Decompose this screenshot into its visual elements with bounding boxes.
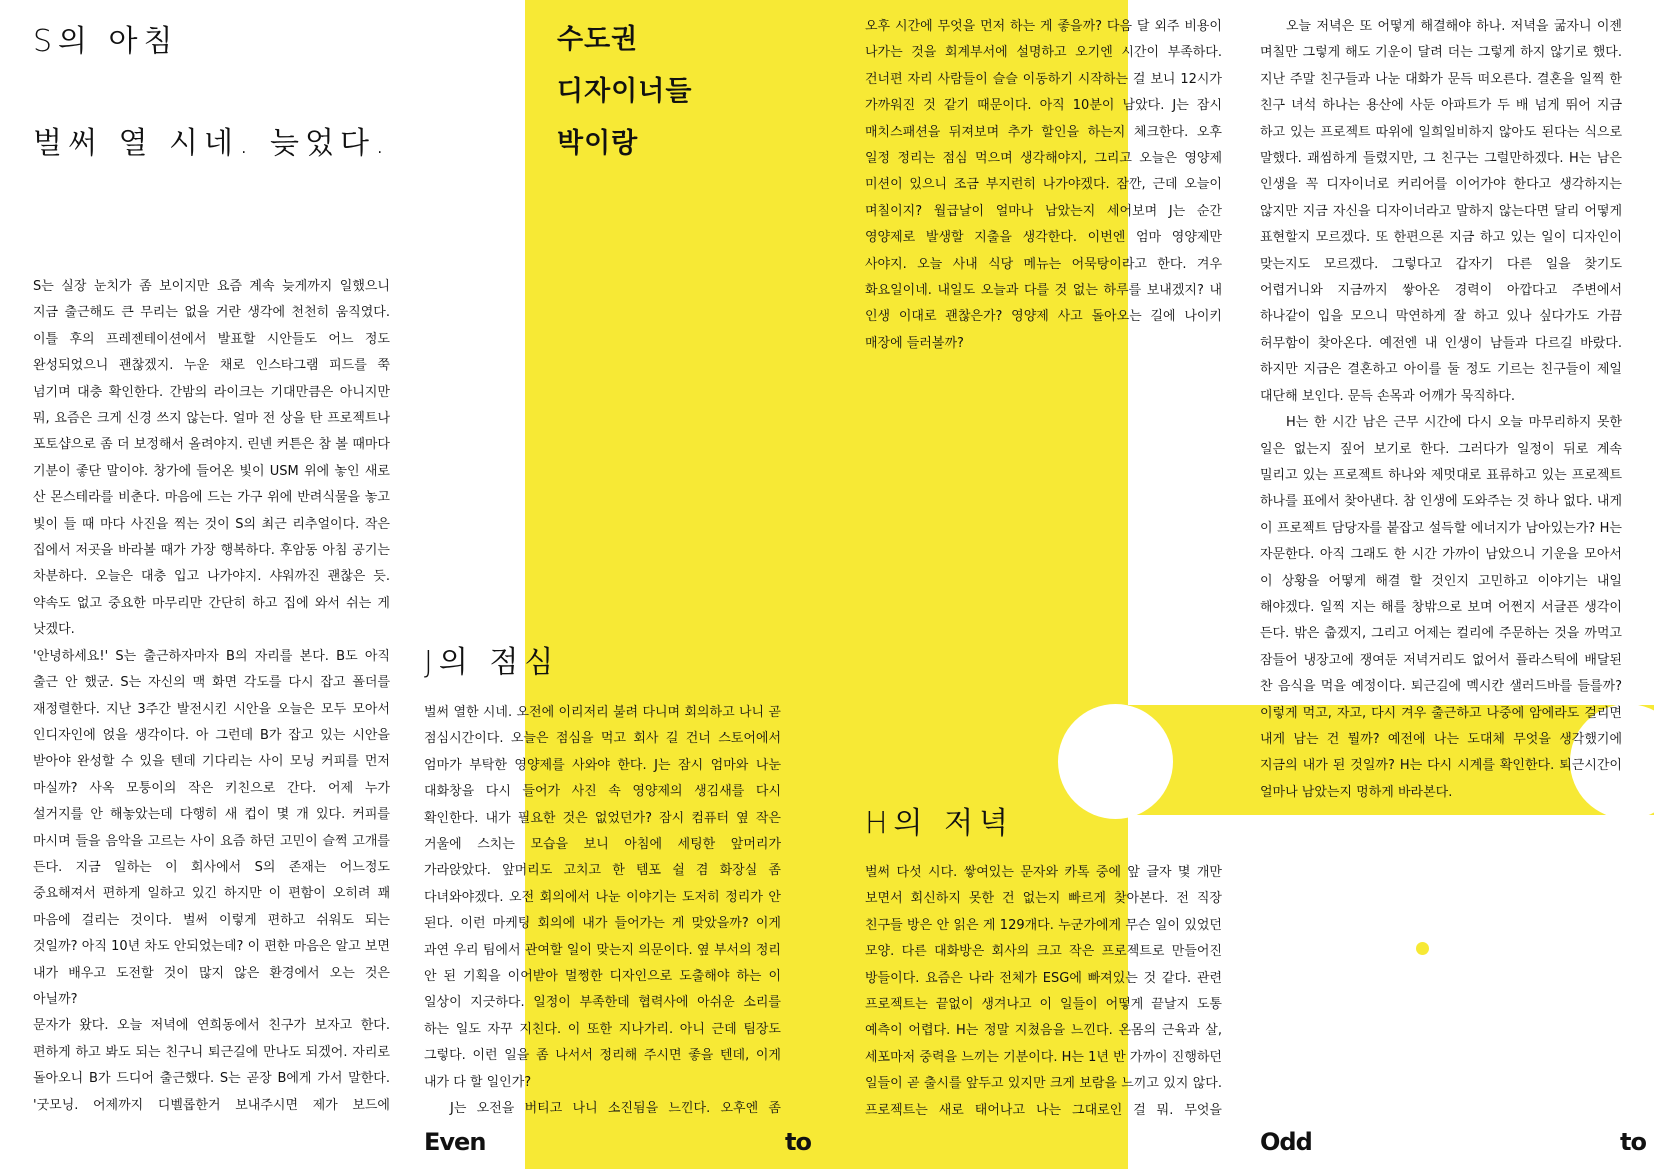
- h-paragraph: 오늘 저녁은 또 어떻게 해결해야 하나. 저녁을 굶자니 이젠 며칠만 그렇게 해도 기운이 달려 더는 그렇게 하지 않기로 했다. 지난 주말 친구들과 나눈 대화가 문득 떠오른다. 결혼을 일찍 한 친구 녀석 하나는 용산에 사둔 아파트가 두 배 넘게 뛰어 지금 하고 있는 프로젝트 따위에 일희일비하지 않아도 된다는 식으로 말했다. 괘씸하게 들렸지만, 그 친구는 그럴만하겠다. H는 남은 인생을 꼭 디자이너로 커리어를 이어가야 한다고 생각하지는 않지만 지금 자신을 디자이너라고 말하지 않는다면 달리 어떻게 표현할지 모르겠다. 또 한편으론 지금 하고 있는 일이 디자인이 맞는지도 모르겠다. 그렇다고 갑자기 다른 일을 찾기도 어렵거니와 지금까지 쌓아온 경력이 아깝다고 주변에서 하나같이 입을 모으니 막연하게 잘 하고 있나 싶다가도 가끔 허무함이 찾아온다. 예전엔 내 인생이 남들과 다르길 바랐다. 하지만 지금은 결혼하고 아이를 둘 정도 기르는 친구들이 제일 대단해 보인다. 문득 손목과 어깨가 묵직하다.: [1260, 19, 1622, 404]
- title-line: 박이랑: [557, 128, 639, 159]
- j-paragraph: 벌써 열한 시네. 오전에 이리저리 불려 다니며 회의하고 나니 곧 점심시간이다. 오늘은 점심을 먹고 회사 길 건너 스토어에서 엄마가 부탁한 영양제를 사와야 한다. J는 잠시 엄마와 나눈 대화창을 다시 들어가 사진 속 영양제의 생김새를 다시 확인한다. 내가 필요한 것은 없었던가? 잠시 컴퓨터 옆 작은 거울에 스치는 모습을 보니 아침에 세팅한 앞머리가 가라앉았다. 앞머리도 고치고 한 템포 쉴 겸 화장실 좀 다녀와야겠다. 오전 회의에서 나눈 이야기는 도저히 정리가 안 된다. 이런 마케팅 회의에 내가 들어가는 게 맞았을까? 이게 과연 우리 팀에서 관여할 일이 맞는지 의문이다. 옆 부서의 정리 안 된 기획을 이어받아 멀쩡한 디자인으로 도출해야 하는 이 일상이 지긋하다. 일정이 부족한데 협력사에 아쉬운 소리를 하는 일도 자꾸 지친다. 이 또한 지나가리. 아니 근데 팀장도 그렇다. 이런 일을 좀 나서서 정리해 주시면 좋을 텐데, 이게 내가 다 할 일인가?: [424, 705, 781, 1090]
- text-column-2: [424, 700, 781, 1120]
- text-column-1: [33, 274, 390, 1118]
- j-paragraph: 오후 시간에 무엇을 먼저 하는 게 좋을까? 다음 달 외주 비용이 나가는 것을 회계부서에 설명하고 오기엔 시간이 부족하다. 건너편 자리 사람들이 슬슬 이동하기 시작하는 걸 보니 12시가 가까워진 것 같기 때문이다. 아직 10분이 남았다. J는 잠시 매치스패션을 뒤져보며 추가 할인을 하는지 체크한다. 오후 일정 정리는 점심 먹으며 생각해야지, 그리고 오늘은 영양제 미션이 있으니 조금 부지런히 나가야겠다. 잠깐, 근데 오늘이 며칠이지? 월급날이 얼마나 남았는지 세어보며 J는 순간 영양제로 발생할 지출을 생각한다. 이번엔 엄마 영양제만 사야지. 오늘 사내 식당 메뉴는 어묵탕이라고 한다. 겨우 화요일이네. 내일도 오늘과 다를 것 없는 하루를 보내겠지? 내 인생 이대로 괜찮은가? 영양제 사고 돌아오는 길에 나이키 매장에 들러볼까?: [865, 19, 1222, 351]
- text-column-3-bottom: [865, 860, 1222, 1120]
- title-line: 디자이너들: [557, 76, 693, 107]
- s-morning-heading: S의 아침: [33, 24, 179, 59]
- s-morning-subheading: 벌써 열 시네. 늦었다.: [33, 126, 391, 161]
- footer-even-label: Even: [424, 1128, 486, 1156]
- footer-odd-to: to: [1620, 1128, 1646, 1156]
- j-paragraph: J는 오전을 버티고 나니 소진됨을 느낀다. 오후엔 좀: [450, 1101, 781, 1117]
- s-paragraph: '안녕하세요!' S는 출근하자마자 B의 자리를 본다. B도 아직 출근 안 했군. S는 자신의 맥 화면 각도를 다시 잡고 폴더를 재정렬한다. 지난 3주간 발전시킨 시안을 오늘은 모두 모아서 인디자인에 얹을 생각이다. 아 그런데 B가 잡고 있는 시안을 받아야 완성할 수 있을 텐데 기다리는 사이 모닝 커피를 먼저 마실까? 사옥 모퉁이의 작은 키친으로 간다. 어제 누가 설거지를 안 해놓았는데 다행히 새 컵이 몇 개 있다. 커피를 마시며 들을 음악을 고르는 사이 요즘 하던 고민이 슬쩍 고개를 든다. 지금 일하는 이 회사에서 S의 존재는 어느정도 중요해져서 편하게 일하고 있긴 하지만 이 편함이 오히려 꽤 마음에 걸리는 것이다. 벌써 이렇게 편하고 쉬워도 되는 것일까? 아직 10년 차도 안되었는데? 이 편한 마음은 알고 보면 내가 배우고 도전할 것이 많지 않은 환경에서 오는 것은 아닐까?: [33, 648, 390, 1007]
- s-paragraph: 문자가 왔다. 오늘 저녁에 연희동에서 친구가 보자고 한다. 편하게 하고 봐도 되는 친구니 퇴근길에 만나도 되겠어. 자리로 돌아오니 B가 드디어 출근했다. S는 곧장 B에게 가서 말한다. '굿모닝. 어제까지 디벨롭한거 보내주시면 제가 보드에: [33, 1018, 390, 1113]
- h-evening-heading: H의 저녁: [865, 806, 1015, 841]
- text-column-4: [1260, 14, 1622, 964]
- h-paragraph: H는 한 시간 남은 근무 시간에 다시 오늘 마무리하지 못한 일은 없는지 짚어 보기로 한다. 그러다가 일정이 뒤로 계속 밀리고 있는 프로젝트 하나와 제멋대로 표류하고 있는 프로젝트 하나를 표에서 찾아낸다. 참 인생에 도와주는 것 하나 없다. 내게 이 프로젝트 담당자를 붙잡고 설득할 에너지가 남아있는가? H는 자문한다. 아직 그래도 한 시간 가까이 남았으니 기운을 모아서 이 상황을 어떻게 해결 할 것인지 고민하고 이야기는 내일 해야겠다. 일찍 지는 해를 창밖으로 보며 어쩐지 서글픈 생각이 든다. 밖은 춥겠지, 그리고 어제는 컬리에 주문하는 것을 까먹고 잠들어 냉장고에 쟁여둔 저녁거리도 없어서 플라스틱에 배달된 찬 음식을 먹을 예정이다. 퇴근길에 멕시칸 샐러드바를 들를까? 이렇게 먹고, 자고, 다시 겨우 출근하고 나중에 암에라도 걸리면 내게 남는 건 뭘까? 예전에 나는 도대체 무엇을 생각했기에 지금의 내가 된 것일까? H는 다시 시계를 확인한다. 퇴근시간이 얼마나 남았는지 멍하게 바라본다.: [1260, 415, 1622, 800]
- s-paragraph: S는 실장 눈치가 좀 보이지만 요즘 계속 늦게까지 일했으니 지금 출근해도 큰 무리는 없을 거란 생각에 천천히 움직였다. 이틀 후의 프레젠테이션에서 발표할 시안들도 어느 정도 완성되었으니 괜찮겠지. 누운 채로 인스타그램 피드를 쭉 넘기며 대충 확인한다. 간밤의 라이크는 기대만큼은 아니지만 뭐, 요즘은 크게 신경 쓰지 않는다. 얼마 전 상을 탄 프로젝트나 포토샵으로 좀 더 보정해서 올려야지. 린넨 커튼은 참 볼 때마다 기분이 좋단 말이야. 창가에 들어온 빛이 USM 위에 놓인 새로 산 몬스테라를 비춘다. 마음에 드는 가구 위에 반려식물을 놓고 빛이 들 때 마다 사진을 찍는 것이 S의 최근 리추얼이다. 작은 집에서 저곳을 바라볼 때가 가장 행복하다. 후암동 아침 공기는 차분하다. 오늘은 대충 입고 나가야지. 샤워까진 괜찮은 듯. 약속도 없고 중요한 마무리만 간단히 하고 집에 와서 쉬는 게 낫겠다.: [33, 279, 390, 638]
- h-paragraph: 벌써 다섯 시다. 쌓여있는 문자와 카톡 중에 앞 글자 몇 개만 보면서 회신하지 못한 건 없는지 빠르게 찾아본다. 전 직장 친구들 방은 안 읽은 게 129개다. 누군가에게 무슨 일이 있었던 모양. 다른 대화방은 회사의 크고 작은 프로젝트로 만들어진 방들이다. 요즘은 나라 전체가 ESG에 빠져있는 것 같다. 관련 프로젝트는 끝없이 생겨나고 이 일들이 어떻게 끝날지 도통 예측이 어렵다. H는 정말 지쳤음을 느낀다. 온몸의 근육과 살, 세포마저 중력을 느끼는 기분이다. H는 1년 반 가까이 진행하던 일들이 곧 출시를 앞두고 있지만 크게 보람을 느끼고 있지 않다. 프로젝트는 새로 태어나고 나는 그대로인 걸 뭐. 무엇을: [865, 865, 1222, 1118]
- text-column-3: [865, 14, 1222, 774]
- title-line: 수도권: [557, 24, 639, 55]
- article-title: [557, 14, 692, 170]
- footer-odd-label: Odd: [1260, 1128, 1312, 1156]
- j-lunch-heading: J의 점심: [424, 645, 560, 680]
- footer-even-to: to: [785, 1128, 811, 1156]
